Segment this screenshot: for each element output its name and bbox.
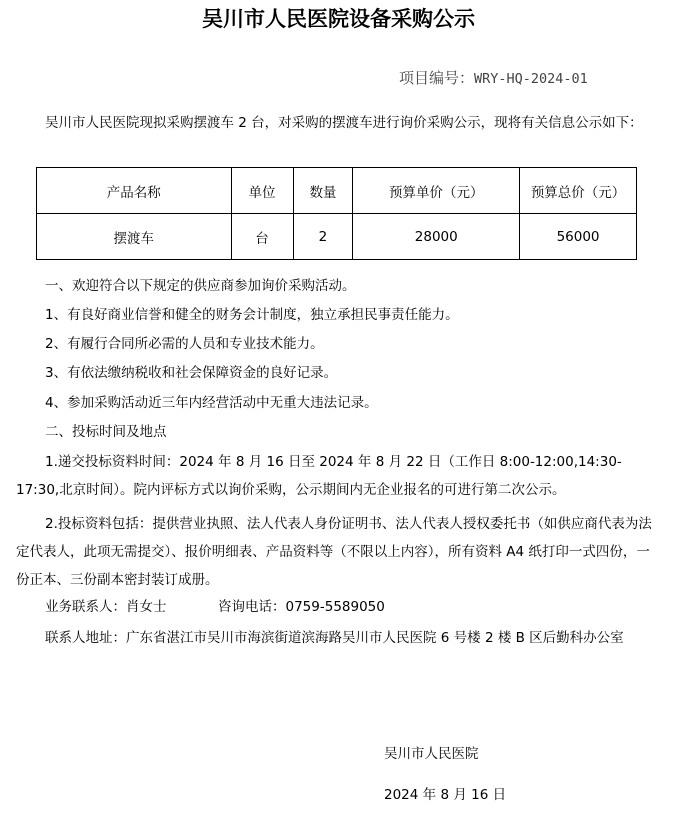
cell-total-price: 56000: [520, 214, 637, 260]
requirement-item: 1、有良好商业信誉和健全的财务会计制度，独立承担民事责任能力。: [45, 307, 459, 323]
requirement-item: 4、参加采购活动近三年内经营活动中无重大违法记录。: [45, 395, 378, 411]
project-number-label: 项目编号：: [399, 69, 475, 87]
header-unit-price: 预算单价（元）: [353, 168, 520, 214]
submission-time-paragraph: 1.递交投标资料时间：2024 年 8 月 16 日至 2024 年 8 月 22 日（工作日 8:00-12:00,14:30-17:30,北京时间）。院内评标方式以询价采购，公示期间内无企业报名的可进行第二次公示。: [16, 454, 622, 498]
contact-address: 联系人地址：广东省湛江市吴川市海滨街道滨海路吴川市人民医院 6 号楼 2 楼 B 区后勤科办公室: [45, 630, 624, 646]
signature-date: 2024 年 8 月 16 日: [384, 787, 507, 803]
cell-product-name: 摆渡车: [37, 214, 232, 260]
cell-unit-price: 28000: [353, 214, 520, 260]
header-total-price: 预算总价（元）: [520, 168, 637, 214]
contact-person: 业务联系人：肖女士: [45, 599, 167, 615]
section1-heading: 一、欢迎符合以下规定的供应商参加询价采购活动。: [45, 278, 356, 294]
header-unit: 单位: [231, 168, 293, 214]
submission-documents-paragraph: 2.投标资料包括：提供营业执照、法人代表人身份证明书、法人代表人授权委托书（如供应商代表为法定代表人，此项无需提交）、报价明细表、产品资料等（不限以上内容），所有资料 A4 纸打印一式四份，一份正本、三份副本密封装订成册。: [16, 516, 652, 588]
cell-quantity: 2: [293, 214, 353, 260]
requirement-item: 3、有依法缴纳税收和社会保障资金的良好记录。: [45, 365, 338, 381]
project-number-code: WRY-HQ-2024-01: [474, 71, 588, 87]
requirement-item: 2、有履行合同所必需的人员和专业技术能力。: [45, 336, 324, 352]
project-number: [399, 67, 588, 90]
signature-organization: 吴川市人民医院: [384, 746, 479, 762]
procurement-table: [36, 167, 637, 260]
intro-paragraph: 吴川市人民医院现拟采购摆渡车 2 台，对采购的摆渡车进行询价采购公示，现将有关信息公示如下：: [45, 115, 643, 131]
page-title: 吴川市人民医院设备采购公示: [202, 6, 475, 31]
header-product-name: 产品名称: [37, 168, 232, 214]
table-row: [37, 214, 637, 260]
contact-phone: 咨询电话：0759-5589050: [218, 599, 385, 615]
table-header-row: [37, 168, 637, 214]
section2-heading: 二、投标时间及地点: [45, 424, 167, 440]
header-quantity: 数量: [293, 168, 353, 214]
cell-unit: 台: [231, 214, 293, 260]
